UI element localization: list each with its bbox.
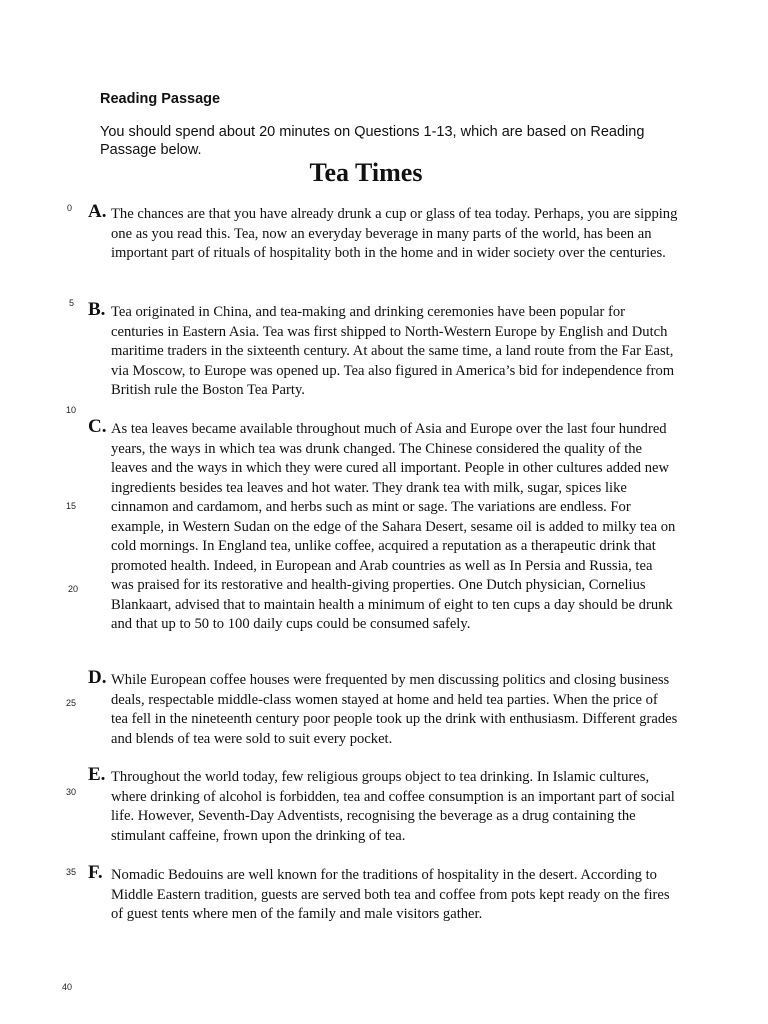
paragraph-letter: D. [88,667,107,688]
paragraph-letter: A. [88,201,107,222]
paragraph-a [88,201,678,264]
paragraph-d [88,667,678,749]
line-number: 10 [66,405,77,415]
line-number: 25 [66,698,77,708]
paragraph-text: The chances are that you have already drunk a cup or glass of tea today. Perhaps, you are sipping one as you read this. Tea, now an everyday beverage in many parts of the world, has been an important part of rituals of hospitality both in the home and in wider society over the centuries. [111,206,678,261]
line-number: 5 [69,298,75,308]
paragraph-b [88,299,678,401]
paragraph-c [88,416,678,635]
section-label: Reading Passage [100,91,221,107]
paragraph-letter: C. [88,416,107,437]
instructions-text: You should spend about 20 minutes on Questions 1-13, which are based on Reading Passage below. [100,124,645,158]
line-number: 15 [66,501,77,511]
line-number: 35 [66,867,77,877]
paragraph-f [88,862,678,925]
paragraph-letter: B. [88,299,106,320]
line-number: 30 [66,787,77,797]
paragraph-e [88,764,678,846]
paragraph-text: Nomadic Bedouins are well known for the traditions of hospitality in the desert. According to Middle Eastern tradition, guests are served both tea and coffee from pots kept ready on the fires of guest tents where men of the family and male visitors gather. [111,867,670,922]
paragraph-letter: E. [88,764,106,785]
paragraph-text: Throughout the world today, few religious groups object to tea drinking. In Islamic cultures, where drinking of alcohol is forbidden, tea and coffee consumption is an important part of social life. However, Seventh-Day Adventists, recognising the beverage as a drug containing the stimulant caffeine, frown upon the drinking of tea. [111,769,675,844]
passage-title: Tea Times [309,158,423,187]
paragraph-letter: F. [88,862,103,883]
line-number: 0 [67,203,73,213]
line-number: 20 [68,584,79,594]
paragraph-text: While European coffee houses were frequented by men discussing politics and closing business deals, respectable middle-class women stayed at home and held tea parties. When the price of tea fell in the nineteenth century poor people took up the drink with enthusiasm. Different grades and blends of tea were sold to suit every pocket. [111,672,678,747]
paragraph-text: As tea leaves became available throughout much of Asia and Europe over the last four hundred years, the ways in which tea was drunk changed. The Chinese considered the quality of the leaves and the ways in which they were cured all important. People in other cultures added new ingredients besides tea leaves and hot water. They drank tea with milk, sugar, spices like cinnamon and cardamom, and herbs such as mint or sage. The variations are endless. For example, in Western Sudan on the edge of the Sahara Desert, sesame oil is added to milky tea on cold mornings. In England tea, unlike coffee, acquired a reputation as a therapeutic drink that promoted health. Indeed, in European and Arab countries as well as In Persia and Russia, tea was praised for its restorative and health-giving properties. One Dutch physician, Cornelius Blankaart, advised that to maintain health a minimum of eight to ten cups a day should be drunk and that up to 50 to 100 daily cups could be consumed safely. [111,421,676,632]
paragraph-text: Tea originated in China, and tea-making and drinking ceremonies have been popular for centuries in Eastern Asia. Tea was first shipped to North-Western Europe by English and Dutch maritime traders in the sixteenth century. At about the same time, a land route from the Far East, via Moscow, to Europe was opened up. Tea also figured in America’s bid for independence from British rule the Boston Tea Party. [111,304,675,398]
line-number: 40 [62,982,73,992]
